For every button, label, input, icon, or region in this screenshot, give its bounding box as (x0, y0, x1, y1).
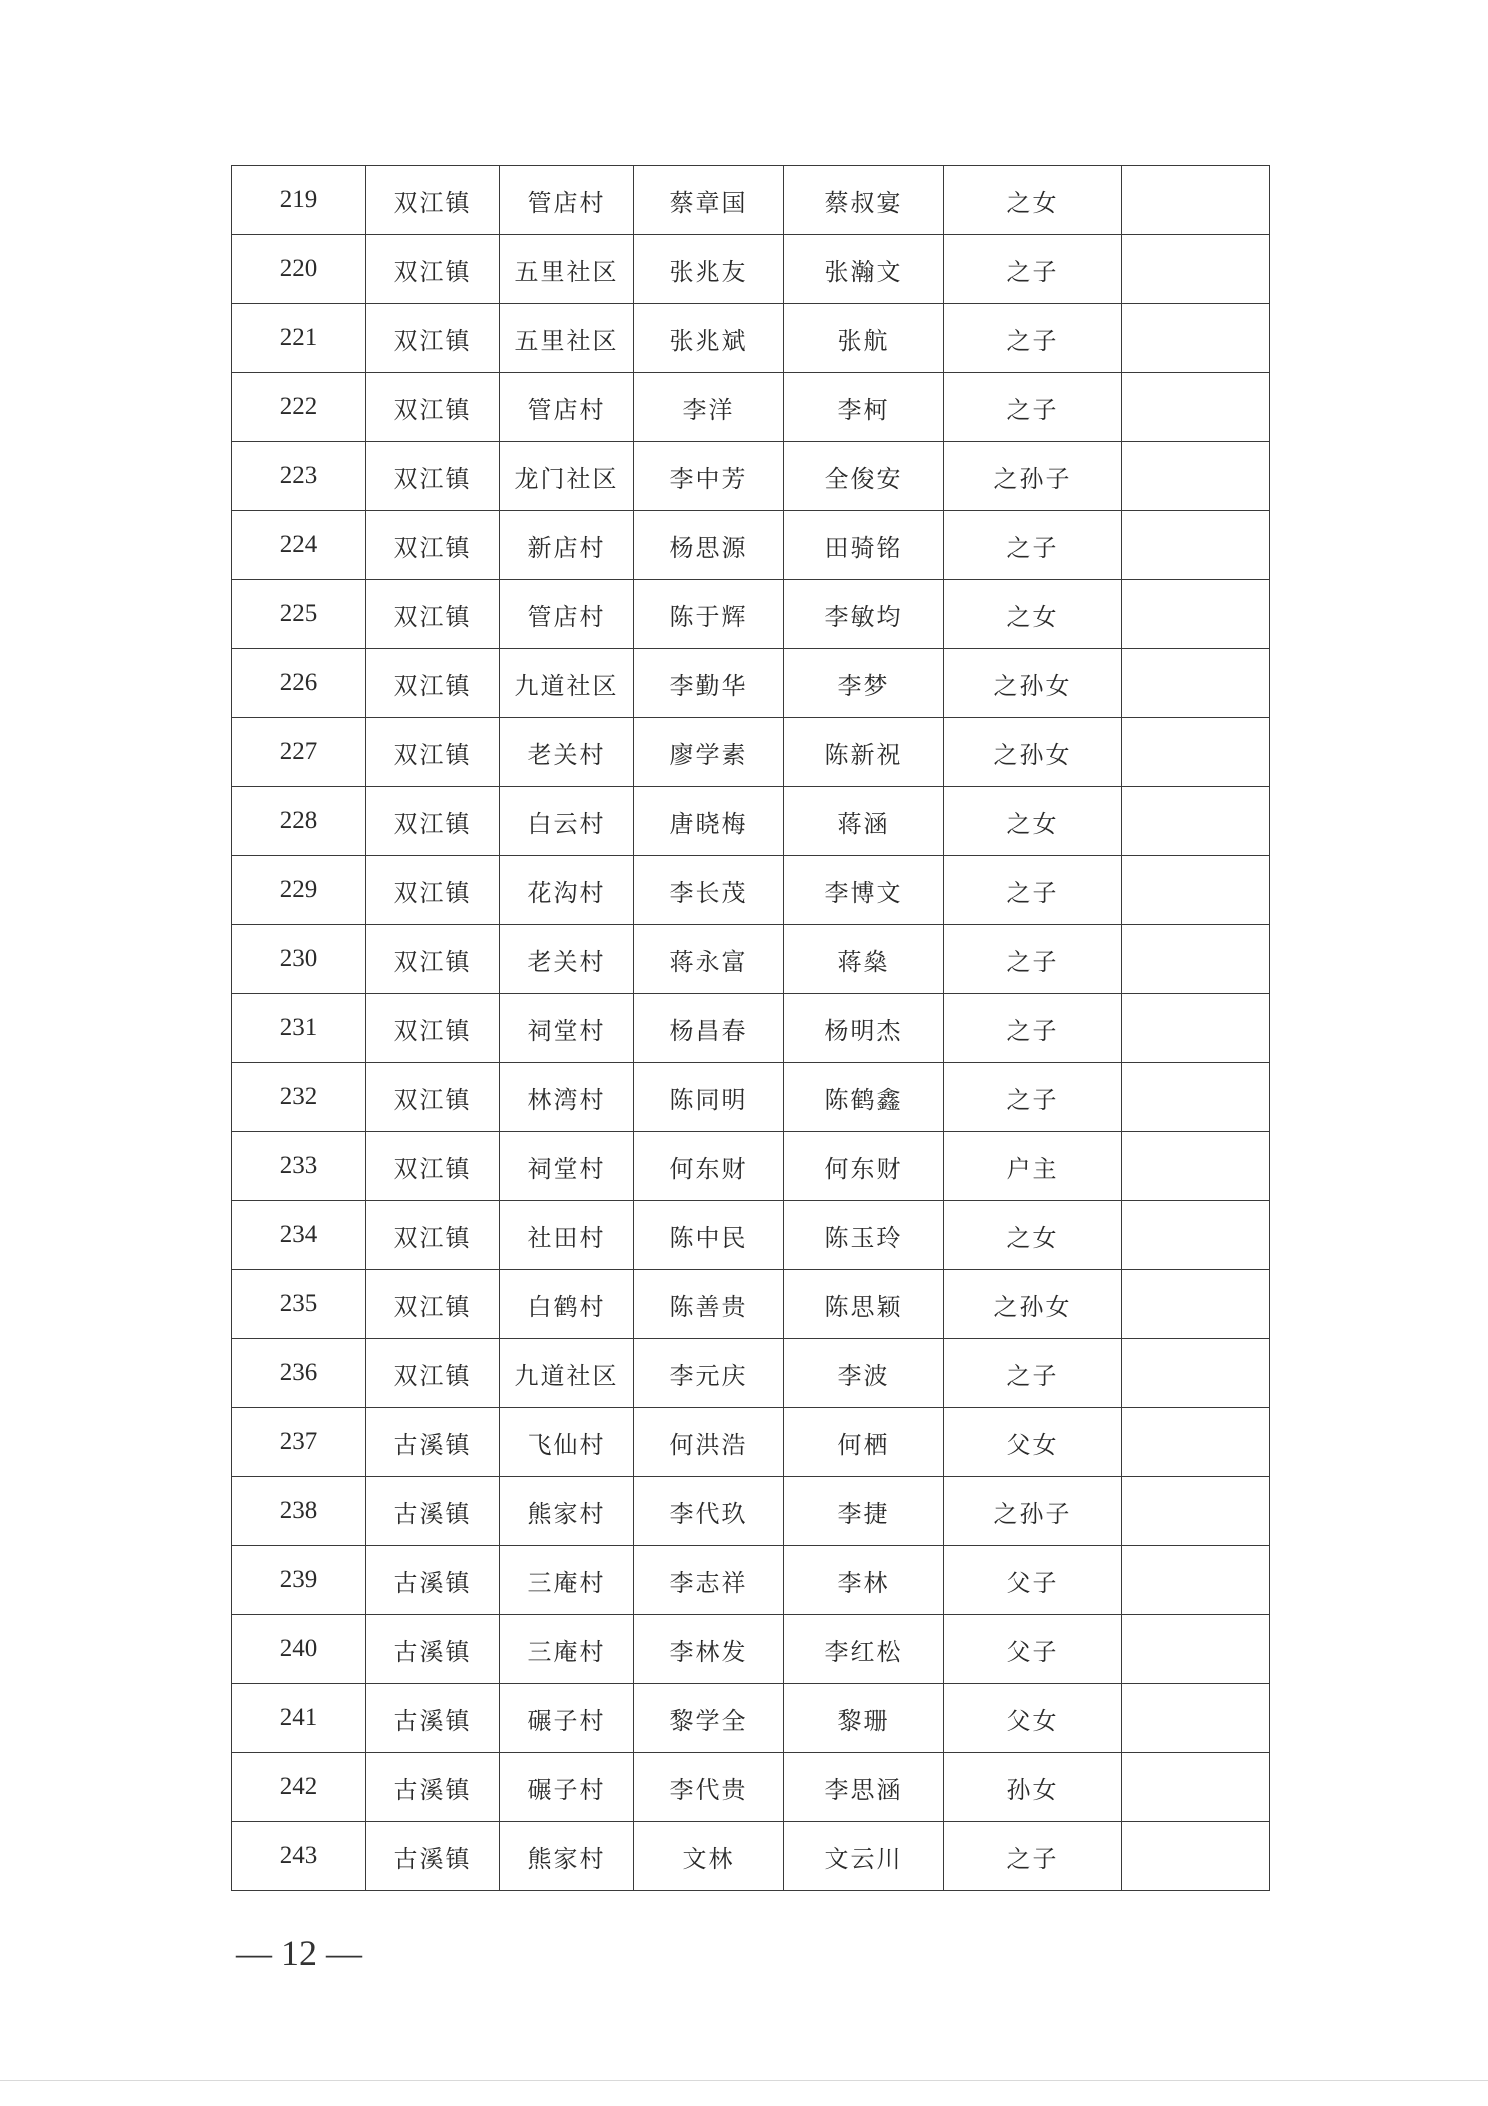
cell-town: 双江镇 (366, 925, 500, 994)
cell-village: 白云村 (500, 787, 634, 856)
cell-village: 祠堂村 (500, 1132, 634, 1201)
cell-recipient-name: 黎珊 (784, 1684, 944, 1753)
cell-member-name: 陈中民 (634, 1201, 784, 1270)
cell-note (1122, 580, 1270, 649)
cell-note (1122, 442, 1270, 511)
cell-member-name: 张兆斌 (634, 304, 784, 373)
cell-note (1122, 1822, 1270, 1891)
cell-number: 227 (232, 718, 366, 787)
table-row (232, 787, 1270, 856)
cell-village: 五里社区 (500, 235, 634, 304)
cell-town: 双江镇 (366, 1063, 500, 1132)
cell-relation: 父子 (944, 1615, 1122, 1684)
cell-town: 双江镇 (366, 511, 500, 580)
cell-village: 新店村 (500, 511, 634, 580)
table-row (232, 1615, 1270, 1684)
cell-relation: 之孙子 (944, 442, 1122, 511)
cell-town: 古溪镇 (366, 1822, 500, 1891)
cell-village: 花沟村 (500, 856, 634, 925)
cell-relation: 之子 (944, 373, 1122, 442)
cell-town: 古溪镇 (366, 1546, 500, 1615)
cell-town: 古溪镇 (366, 1408, 500, 1477)
cell-number: 237 (232, 1408, 366, 1477)
cell-relation: 之子 (944, 925, 1122, 994)
cell-number: 219 (232, 166, 366, 235)
cell-note (1122, 994, 1270, 1063)
cell-number: 224 (232, 511, 366, 580)
cell-village: 熊家村 (500, 1822, 634, 1891)
cell-note (1122, 511, 1270, 580)
cell-village: 管店村 (500, 373, 634, 442)
cell-town: 双江镇 (366, 856, 500, 925)
cell-town: 双江镇 (366, 1270, 500, 1339)
table-row (232, 1822, 1270, 1891)
cell-number: 240 (232, 1615, 366, 1684)
cell-relation: 之女 (944, 787, 1122, 856)
roster-table (231, 165, 1270, 1891)
table-row (232, 1132, 1270, 1201)
table-row (232, 580, 1270, 649)
table-row (232, 1546, 1270, 1615)
cell-number: 232 (232, 1063, 366, 1132)
cell-number: 238 (232, 1477, 366, 1546)
cell-relation: 之女 (944, 580, 1122, 649)
cell-note (1122, 718, 1270, 787)
cell-note (1122, 166, 1270, 235)
cell-recipient-name: 蔡叔宴 (784, 166, 944, 235)
cell-note (1122, 1132, 1270, 1201)
table-row (232, 373, 1270, 442)
cell-recipient-name: 李林 (784, 1546, 944, 1615)
cell-member-name: 陈同明 (634, 1063, 784, 1132)
cell-village: 飞仙村 (500, 1408, 634, 1477)
cell-recipient-name: 张瀚文 (784, 235, 944, 304)
table-row (232, 1063, 1270, 1132)
table-row (232, 994, 1270, 1063)
table-row (232, 649, 1270, 718)
cell-relation: 之孙女 (944, 718, 1122, 787)
cell-recipient-name: 田骑铭 (784, 511, 944, 580)
cell-note (1122, 1477, 1270, 1546)
cell-note (1122, 1270, 1270, 1339)
cell-village: 管店村 (500, 166, 634, 235)
cell-member-name: 陈善贵 (634, 1270, 784, 1339)
cell-number: 234 (232, 1201, 366, 1270)
cell-town: 双江镇 (366, 235, 500, 304)
cell-recipient-name: 陈玉玲 (784, 1201, 944, 1270)
cell-relation: 之孙子 (944, 1477, 1122, 1546)
cell-recipient-name: 文云川 (784, 1822, 944, 1891)
cell-town: 古溪镇 (366, 1753, 500, 1822)
cell-member-name: 黎学全 (634, 1684, 784, 1753)
cell-number: 226 (232, 649, 366, 718)
cell-note (1122, 1753, 1270, 1822)
cell-recipient-name: 陈思颖 (784, 1270, 944, 1339)
cell-recipient-name: 张航 (784, 304, 944, 373)
cell-town: 古溪镇 (366, 1615, 500, 1684)
cell-note (1122, 787, 1270, 856)
table-row (232, 166, 1270, 235)
cell-relation: 之子 (944, 304, 1122, 373)
cell-note (1122, 1063, 1270, 1132)
cell-recipient-name: 何东财 (784, 1132, 944, 1201)
cell-recipient-name: 李捷 (784, 1477, 944, 1546)
cell-note (1122, 373, 1270, 442)
cell-number: 220 (232, 235, 366, 304)
cell-town: 双江镇 (366, 304, 500, 373)
cell-recipient-name: 李梦 (784, 649, 944, 718)
cell-town: 双江镇 (366, 718, 500, 787)
cell-town: 双江镇 (366, 166, 500, 235)
cell-number: 241 (232, 1684, 366, 1753)
cell-relation: 之子 (944, 856, 1122, 925)
cell-village: 九道社区 (500, 649, 634, 718)
cell-relation: 之孙女 (944, 649, 1122, 718)
cell-relation: 父子 (944, 1546, 1122, 1615)
cell-recipient-name: 蒋燊 (784, 925, 944, 994)
cell-town: 双江镇 (366, 1201, 500, 1270)
cell-relation: 之孙女 (944, 1270, 1122, 1339)
cell-relation: 之子 (944, 1063, 1122, 1132)
table-row (232, 718, 1270, 787)
cell-number: 222 (232, 373, 366, 442)
cell-recipient-name: 李波 (784, 1339, 944, 1408)
cell-recipient-name: 李红松 (784, 1615, 944, 1684)
cell-village: 碾子村 (500, 1684, 634, 1753)
table-row (232, 1753, 1270, 1822)
cell-relation: 之子 (944, 235, 1122, 304)
cell-member-name: 何东财 (634, 1132, 784, 1201)
cell-member-name: 李代贵 (634, 1753, 784, 1822)
cell-number: 243 (232, 1822, 366, 1891)
cell-member-name: 文林 (634, 1822, 784, 1891)
table-row (232, 235, 1270, 304)
table-row (232, 1270, 1270, 1339)
cell-number: 228 (232, 787, 366, 856)
table-row (232, 1339, 1270, 1408)
cell-recipient-name: 杨明杰 (784, 994, 944, 1063)
table-row (232, 1477, 1270, 1546)
cell-village: 九道社区 (500, 1339, 634, 1408)
cell-recipient-name: 李柯 (784, 373, 944, 442)
cell-town: 双江镇 (366, 787, 500, 856)
cell-note (1122, 856, 1270, 925)
roster-table-body (232, 166, 1270, 1891)
cell-relation: 孙女 (944, 1753, 1122, 1822)
cell-village: 老关村 (500, 925, 634, 994)
cell-number: 242 (232, 1753, 366, 1822)
cell-number: 230 (232, 925, 366, 994)
cell-number: 239 (232, 1546, 366, 1615)
cell-village: 白鹤村 (500, 1270, 634, 1339)
page-number: — 12 — (236, 1933, 362, 1973)
table-row (232, 511, 1270, 580)
cell-village: 三庵村 (500, 1546, 634, 1615)
cell-number: 236 (232, 1339, 366, 1408)
cell-relation: 之子 (944, 1339, 1122, 1408)
cell-number: 235 (232, 1270, 366, 1339)
cell-relation: 之女 (944, 1201, 1122, 1270)
cell-recipient-name: 陈鹤鑫 (784, 1063, 944, 1132)
cell-note (1122, 304, 1270, 373)
cell-member-name: 杨思源 (634, 511, 784, 580)
cell-member-name: 杨昌春 (634, 994, 784, 1063)
cell-village: 老关村 (500, 718, 634, 787)
cell-note (1122, 1684, 1270, 1753)
cell-recipient-name: 蒋涵 (784, 787, 944, 856)
cell-town: 双江镇 (366, 442, 500, 511)
cell-town: 古溪镇 (366, 1477, 500, 1546)
cell-number: 231 (232, 994, 366, 1063)
cell-town: 双江镇 (366, 1339, 500, 1408)
cell-village: 熊家村 (500, 1477, 634, 1546)
table-row (232, 1684, 1270, 1753)
cell-relation: 之子 (944, 1822, 1122, 1891)
scan-edge-line (0, 2080, 1488, 2081)
cell-relation: 之子 (944, 994, 1122, 1063)
cell-number: 223 (232, 442, 366, 511)
cell-note (1122, 925, 1270, 994)
cell-village: 祠堂村 (500, 994, 634, 1063)
table-row (232, 925, 1270, 994)
cell-note (1122, 1201, 1270, 1270)
cell-member-name: 李勤华 (634, 649, 784, 718)
cell-relation: 之女 (944, 166, 1122, 235)
cell-town: 双江镇 (366, 1132, 500, 1201)
cell-village: 五里社区 (500, 304, 634, 373)
cell-number: 229 (232, 856, 366, 925)
cell-recipient-name: 全俊安 (784, 442, 944, 511)
cell-village: 林湾村 (500, 1063, 634, 1132)
cell-member-name: 李林发 (634, 1615, 784, 1684)
cell-member-name: 李长茂 (634, 856, 784, 925)
cell-member-name: 陈于辉 (634, 580, 784, 649)
cell-member-name: 廖学素 (634, 718, 784, 787)
cell-member-name: 蒋永富 (634, 925, 784, 994)
cell-relation: 户主 (944, 1132, 1122, 1201)
cell-member-name: 李志祥 (634, 1546, 784, 1615)
cell-member-name: 李洋 (634, 373, 784, 442)
cell-town: 古溪镇 (366, 1684, 500, 1753)
table-row (232, 1201, 1270, 1270)
cell-member-name: 李元庆 (634, 1339, 784, 1408)
cell-village: 碾子村 (500, 1753, 634, 1822)
cell-recipient-name: 李博文 (784, 856, 944, 925)
cell-town: 双江镇 (366, 580, 500, 649)
cell-member-name: 唐晓梅 (634, 787, 784, 856)
cell-note (1122, 649, 1270, 718)
cell-recipient-name: 陈新祝 (784, 718, 944, 787)
cell-note (1122, 1408, 1270, 1477)
cell-recipient-name: 何栖 (784, 1408, 944, 1477)
cell-note (1122, 1339, 1270, 1408)
table-row (232, 856, 1270, 925)
cell-number: 225 (232, 580, 366, 649)
cell-note (1122, 235, 1270, 304)
cell-note (1122, 1546, 1270, 1615)
cell-member-name: 何洪浩 (634, 1408, 784, 1477)
table-row (232, 304, 1270, 373)
cell-town: 双江镇 (366, 649, 500, 718)
cell-relation: 之子 (944, 511, 1122, 580)
cell-town: 双江镇 (366, 373, 500, 442)
cell-recipient-name: 李敏均 (784, 580, 944, 649)
cell-relation: 父女 (944, 1684, 1122, 1753)
cell-recipient-name: 李思涵 (784, 1753, 944, 1822)
cell-note (1122, 1615, 1270, 1684)
cell-village: 社田村 (500, 1201, 634, 1270)
cell-village: 管店村 (500, 580, 634, 649)
cell-relation: 父女 (944, 1408, 1122, 1477)
table-row (232, 1408, 1270, 1477)
cell-member-name: 张兆友 (634, 235, 784, 304)
cell-town: 双江镇 (366, 994, 500, 1063)
cell-village: 龙门社区 (500, 442, 634, 511)
cell-member-name: 蔡章国 (634, 166, 784, 235)
cell-number: 233 (232, 1132, 366, 1201)
table-row (232, 442, 1270, 511)
cell-member-name: 李中芳 (634, 442, 784, 511)
cell-number: 221 (232, 304, 366, 373)
cell-member-name: 李代玖 (634, 1477, 784, 1546)
cell-village: 三庵村 (500, 1615, 634, 1684)
